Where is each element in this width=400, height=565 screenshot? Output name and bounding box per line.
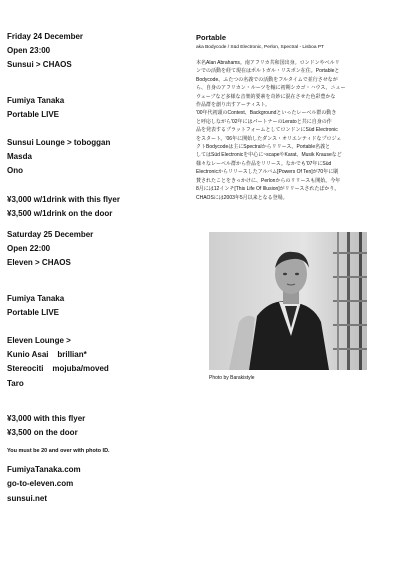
event1-price-flyer: ¥3,000 w/1drink with this flyer	[7, 194, 120, 204]
bio-line: ンでの活動を経て現在はポルトガル・リスボン在住。Portableと	[196, 68, 340, 75]
bio-line: 作品群を創り出すアーティスト。	[196, 102, 271, 109]
artist-photo	[209, 232, 367, 370]
bio-line: クトBodycodeは主にSpectralからリリース。Portable名義と	[196, 144, 331, 151]
event2-price-door: ¥3,500 on the door	[7, 428, 78, 438]
link-go-to-eleven[interactable]: go-to-eleven.com	[7, 479, 74, 489]
bio-line: してはSüd Electronicを中心に~scapeやKarat、Musik Krauseなど	[196, 152, 342, 159]
bio-line: 本名Alan Abrahams。南アフリカ共和国出身。ロンドンやベルリ	[196, 60, 340, 66]
bio-line: と呼応しながら'02年にはパートナーのLeratoと共に自身の作	[196, 118, 332, 125]
artist-bio-column	[196, 33, 382, 202]
bio-line: ウェーブなど多様な音楽的要素を奇妙に混在させた色彩豊かな	[196, 93, 336, 100]
bio-line: Electronicからリリースしたアルバム[Powers Of Ten]が70年に刷	[196, 169, 339, 176]
event-info-column	[7, 30, 192, 506]
event1-date: Friday 24 December	[7, 32, 84, 41]
event2-lounge-title: Eleven Lounge >	[7, 336, 71, 346]
event1-lounge-title: Sunsui Lounge > toboggan	[7, 138, 111, 148]
bio-line: '00年代初頭のContext、Backgroundといったレーベル群の動き	[196, 110, 337, 117]
artist-name: Portable	[196, 33, 227, 42]
event1-open-time: Open 23:00	[7, 46, 51, 56]
link-fumiyatanaka[interactable]: FumiyaTanaka.com	[7, 465, 81, 475]
bio-line: 賛されたことをきっかけに、Perlonからのリリースも開始。今年	[196, 177, 341, 184]
event2-artist-2: Portable LIVE	[7, 307, 60, 317]
event1-artist-1: Fumiya Tanaka	[7, 95, 65, 105]
link-sunsui[interactable]: sunsui.net	[7, 493, 48, 503]
bio-line: 8月には12インチ[This Life Of Illusion]がリリースされたばかり。	[196, 186, 340, 193]
event1-lounge-dj-1: Masda	[7, 152, 32, 162]
event2-open-time: Open 22:00	[7, 244, 51, 254]
event1-price-door: ¥3,500 w/1drink on the door	[7, 208, 113, 218]
photo-credit: Photo by Barakistyle	[209, 375, 255, 381]
artist-bio	[196, 59, 382, 202]
event2-venue: Eleven > CHAOS	[7, 258, 71, 268]
event1-artist-2: Portable LIVE	[7, 109, 60, 119]
bio-line: ら、自身のアフリカン・ルーツを軸に初期シカゴ・ハウス、ニュー	[196, 85, 346, 92]
bio-line: Bodycode、ふたつの名義での活動をフルタイムで並行させなが	[196, 76, 338, 83]
age-notice: You must be 20 and over with photo ID.	[7, 448, 110, 455]
event2-lounge-dj-1: Kunio Asai brillian*	[7, 350, 87, 360]
event2-lounge-dj-3: Taro	[7, 378, 24, 388]
artist-aliases: aka Bodycode / Süd Electronic, Perlon, Spectral - Lisboa PT	[196, 45, 324, 50]
event2-date: Saturday 25 December	[7, 230, 94, 240]
bio-line: CHAOSには2003年5月以来となる登場。	[196, 194, 288, 201]
event2-lounge-dj-2: Stereociti mojuba/moved	[7, 364, 109, 374]
event2-price-flyer: ¥3,000 with this flyer	[7, 413, 86, 423]
event2-artist-1: Fumiya Tanaka	[7, 293, 65, 303]
event1-lounge-dj-2: Ono	[7, 166, 23, 176]
bio-line: 品を発表するプラットフォームとしてロンドンにSüd Electronic	[196, 127, 338, 134]
bio-line: 様々なレーベル群から作品をリリース。なかでも'07年にSüd	[196, 160, 332, 167]
event1-venue: Sunsui > CHAOS	[7, 60, 72, 70]
bio-line: をスタート。'06年に開始したダンス・オリエンティドなプロジェ	[196, 135, 342, 142]
